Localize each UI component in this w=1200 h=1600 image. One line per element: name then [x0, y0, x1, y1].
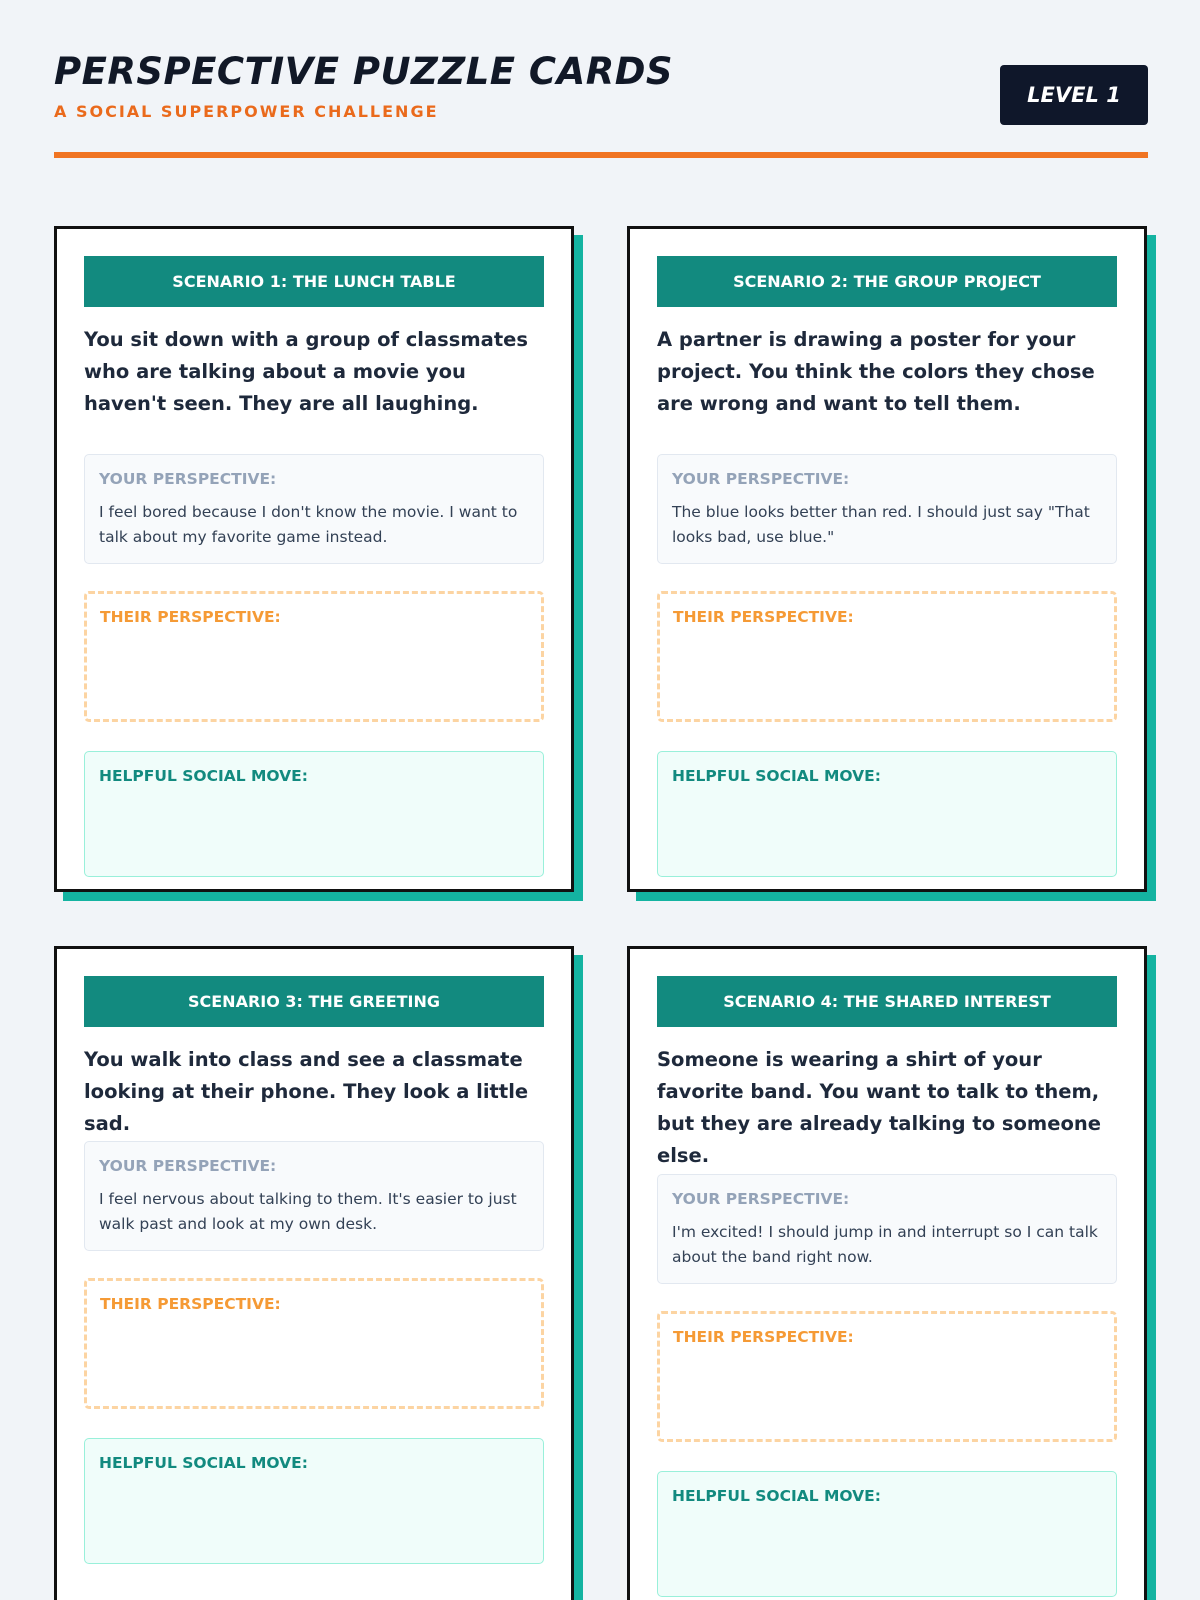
your-perspective-label: YOUR PERSPECTIVE: [99, 470, 277, 488]
scenario-text: A partner is drawing a poster for your project. You think the colors they chose are wrong and want to tell them. [657, 328, 1095, 415]
their-perspective-label: THEIR PERSPECTIVE: [100, 608, 281, 626]
helpful-social-move-field[interactable] [84, 1438, 544, 1564]
scenario-text: You walk into class and see a classmate looking at their phone. They look a little sad. [84, 1048, 529, 1135]
helpful-social-move-field[interactable] [84, 751, 544, 877]
helpful-social-move-label: HELPFUL SOCIAL MOVE: [99, 767, 308, 785]
scenario-card-title: SCENARIO 3: THE GREETING [84, 976, 544, 1027]
scenario-card-title: SCENARIO 1: THE LUNCH TABLE [84, 256, 544, 307]
page-subtitle: A SOCIAL SUPERPOWER CHALLENGE [54, 102, 439, 121]
your-perspective-label: YOUR PERSPECTIVE: [672, 470, 850, 488]
helpful-social-move-label: HELPFUL SOCIAL MOVE: [99, 1454, 308, 1472]
their-perspective-label: THEIR PERSPECTIVE: [673, 608, 854, 626]
your-perspective-box [84, 1141, 544, 1251]
their-perspective-field[interactable] [84, 591, 544, 722]
your-perspective-text: The blue looks better than red. I should just say "That looks bad, use blue." [672, 503, 1090, 546]
scenario-card-title: SCENARIO 2: THE GROUP PROJECT [657, 256, 1117, 307]
level-badge: LEVEL 1 [1000, 65, 1148, 125]
helpful-social-move-label: HELPFUL SOCIAL MOVE: [672, 767, 881, 785]
your-perspective-label: YOUR PERSPECTIVE: [672, 1190, 850, 1208]
your-perspective-label: YOUR PERSPECTIVE: [99, 1157, 277, 1175]
their-perspective-field[interactable] [657, 1311, 1117, 1442]
helpful-social-move-field[interactable] [657, 751, 1117, 877]
your-perspective-text: I feel nervous about talking to them. It's easier to just walk past and look at my own desk. [99, 1190, 517, 1233]
scenario-card-4 [627, 946, 1147, 1600]
your-perspective-box [657, 1174, 1117, 1284]
scenario-card-3 [54, 946, 574, 1600]
their-perspective-field[interactable] [657, 591, 1117, 722]
page-title: PERSPECTIVE PUZZLE CARDS [54, 50, 674, 93]
scenario-text: Someone is wearing a shirt of your favorite band. You want to talk to them, but they are already talking to someone else. [657, 1048, 1101, 1167]
helpful-social-move-field[interactable] [657, 1471, 1117, 1597]
helpful-social-move-label: HELPFUL SOCIAL MOVE: [672, 1487, 881, 1505]
scenario-card-title: SCENARIO 4: THE SHARED INTEREST [657, 976, 1117, 1027]
your-perspective-box [657, 454, 1117, 564]
your-perspective-text: I feel bored because I don't know the movie. I want to talk about my favorite game instead. [99, 503, 518, 546]
scenario-card-1 [54, 226, 574, 892]
your-perspective-text: I'm excited! I should jump in and interrupt so I can talk about the band right now. [672, 1223, 1098, 1266]
their-perspective-label: THEIR PERSPECTIVE: [100, 1295, 281, 1313]
page-header [54, 50, 1148, 158]
their-perspective-label: THEIR PERSPECTIVE: [673, 1328, 854, 1346]
scenario-card-2 [627, 226, 1147, 892]
your-perspective-box [84, 454, 544, 564]
their-perspective-field[interactable] [84, 1278, 544, 1409]
scenario-text: You sit down with a group of classmates who are talking about a movie you haven't seen. They are all laughing. [84, 328, 528, 415]
